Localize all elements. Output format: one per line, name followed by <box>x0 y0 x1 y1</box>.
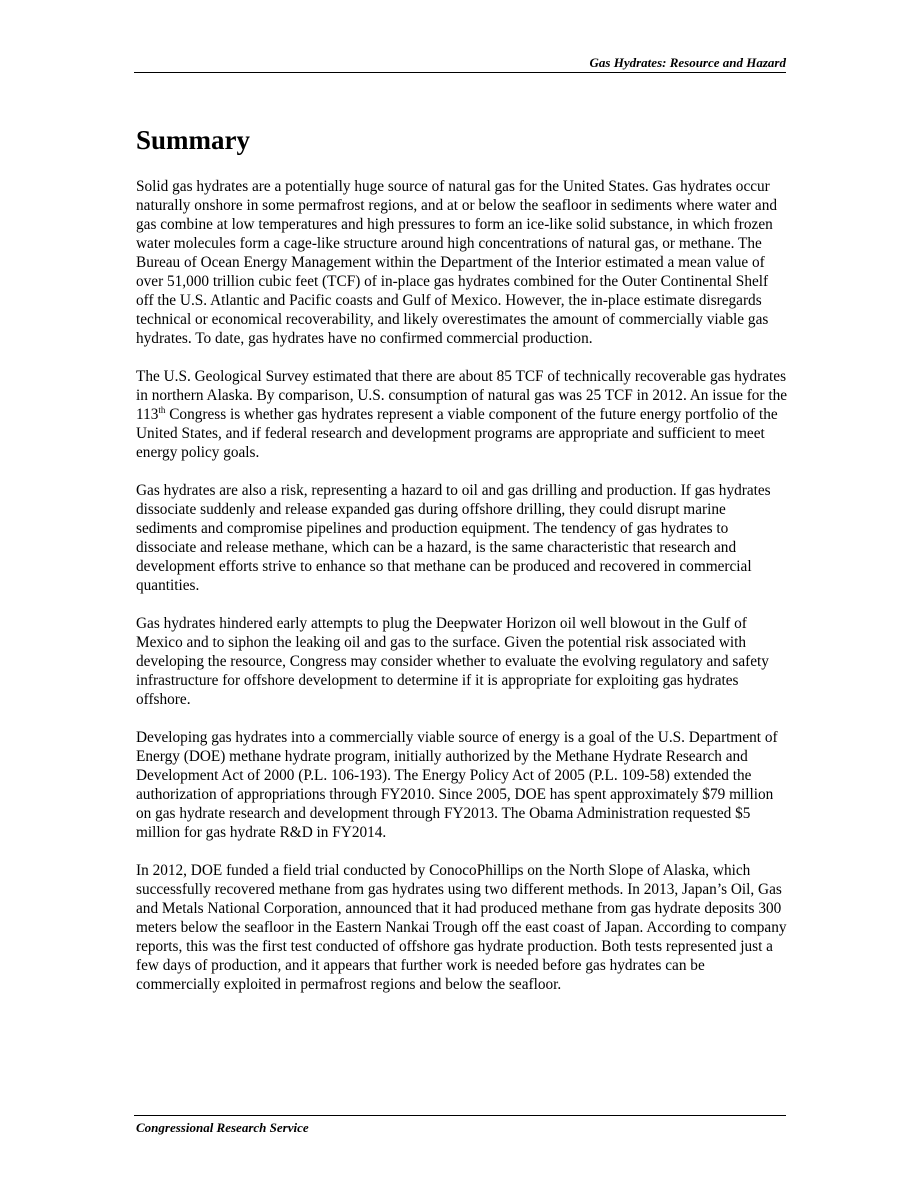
paragraph-resource-overview: Solid gas hydrates are a potentially huge source of natural gas for the United States. Gas hydrates occur naturally onshore in some permafrost regions, and at or below the seafloor in sediments where water and gas combine at low temperatures and high pressures to form an ice-like solid substance, in which frozen water molecules form a cage-like structure around high concentrations of natural gas, or methane. The Bureau of Ocean Energy Management within the Department of the Interior estimated a mean value of over 51,000 trillion cubic feet (TCF) of in-place gas hydrates combined for the Outer Continental Shelf off the U.S. Atlantic and Pacific coasts and Gulf of Mexico. However, the in-place estimate disregards technical or economical recoverability, and likely overestimates the amount of commercially viable gas hydrates. To date, gas hydrates have no confirmed commercial production. <box>136 178 777 347</box>
page-title: Summary <box>136 125 250 155</box>
ordinal-superscript: th <box>158 404 166 415</box>
running-header: Gas Hydrates: Resource and Hazard <box>589 55 786 70</box>
paragraph-deepwater-horizon: Gas hydrates hindered early attempts to plug the Deepwater Horizon oil well blowout in the Gulf of Mexico and to siphon the leaking oil and gas to the surface. Given the potential risk associated with developing the resource, Congress may consider whether to evaluate the evolving regulatory and safety infrastructure for offshore development to determine if it is appropriate for exploiting gas hydrates offshore. <box>136 615 769 708</box>
paragraph-field-trials: In 2012, DOE funded a field trial conducted by ConocoPhillips on the North Slope of Alaska, which successfully recovered methane from gas hydrates using two different methods. In 2013, Japan’s Oil, Gas and Metals National Corporation, announced that it had produced methane from gas hydrate deposits 300 meters below the seafloor in the Eastern Nankai Trough off the east coast of Japan. According to company reports, this was the first test conducted of offshore gas hydrate production. Both tests represented just a few days of production, and it appears that further work is needed before gas hydrates can be commercially exploited in permafrost regions and below the seafloor. <box>136 862 787 993</box>
paragraph-drilling-hazard: Gas hydrates are also a risk, representing a hazard to oil and gas drilling and production. If gas hydrates dissociate suddenly and release expanded gas during offshore drilling, they could disrupt marine sediments and compromise pipelines and production equipment. The tendency of gas hydrates to dissociate and release methane, which can be a hazard, is the same characteristic that research and development efforts strive to enhance so that methane can be produced and recovered in commercial quantities. <box>136 482 771 594</box>
summary-body <box>136 177 788 1013</box>
paragraph-alaska-text-after: Congress is whether gas hydrates represent a viable component of the future energy portfolio of the United States, and if federal research and development programs are appropriate and sufficient to meet energy policy goals. <box>136 406 778 461</box>
running-footer: Congressional Research Service <box>136 1120 309 1135</box>
paragraph-alaska-estimate <box>136 367 788 462</box>
header-divider <box>134 72 786 73</box>
paragraph-doe-program: Developing gas hydrates into a commercially viable source of energy is a goal of the U.S. Department of Energy (DOE) methane hydrate program, initially authorized by the Methane Hydrate Research and Development Act of 2000 (P.L. 106-193). The Energy Policy Act of 2005 (P.L. 109-58) extended the authorization of appropriations through FY2010. Since 2005, DOE has spent approximately $79 million on gas hydrate research and development through FY2013. The Obama Administration requested $5 million for gas hydrate R&D in FY2014. <box>136 729 778 841</box>
footer-divider <box>134 1115 786 1116</box>
paragraph-alaska-text-before: The U.S. Geological Survey estimated that there are about 85 TCF of technically recoverable gas hydrates in northern Alaska. By comparison, U.S. consumption of natural gas was 25 TCF in 2012. An issue for the 113 <box>136 368 788 423</box>
